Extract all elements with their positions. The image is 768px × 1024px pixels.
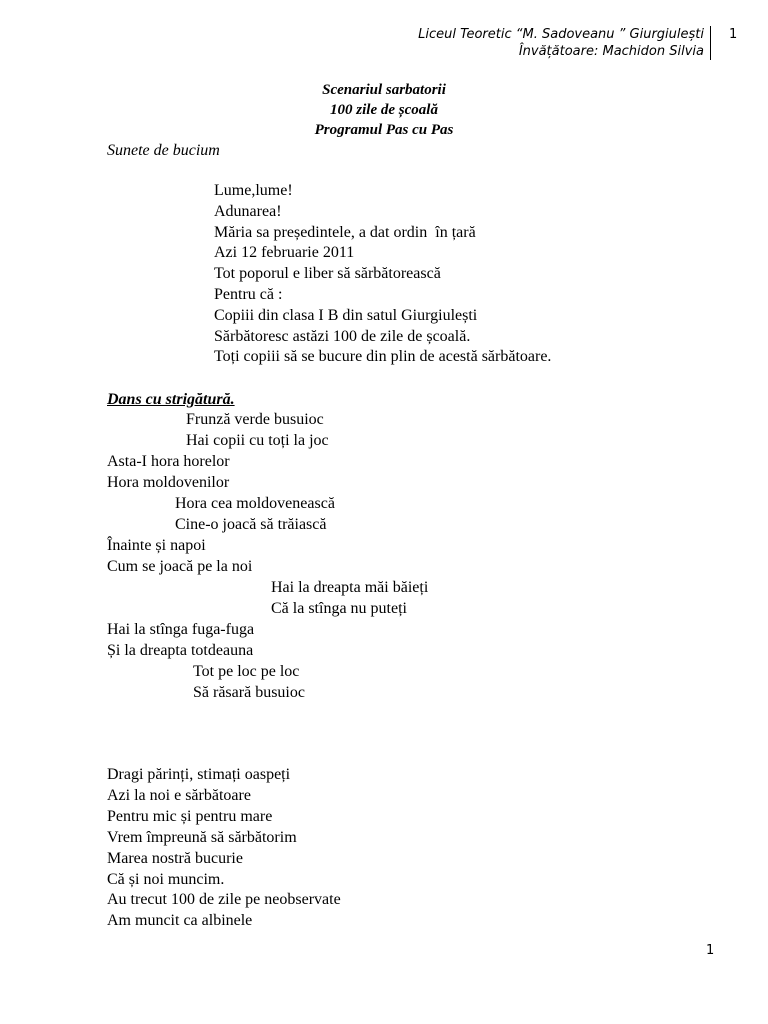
dance-line: Frunză verde busuioc bbox=[186, 411, 324, 428]
proclamation-line: Pentru că : bbox=[214, 285, 283, 303]
dance-line: Hora moldovenilor bbox=[107, 474, 230, 491]
dance-line: Asta-I hora horelor bbox=[107, 453, 230, 470]
dance-line: Și la dreapta totdeauna bbox=[107, 642, 254, 659]
dance-heading: Dans cu strigătură. bbox=[107, 391, 235, 408]
greeting-line: Dragi părinți, stimați oaspeți bbox=[107, 766, 291, 783]
greeting-line: Vrem împreună să sărbătorim bbox=[107, 828, 297, 846]
proclamation-line: Măria sa președintele, a dat ordin în țară bbox=[214, 223, 476, 241]
header-school: Liceul Teoretic “M. Sadoveanu ” Giurgiulești bbox=[418, 27, 704, 42]
stage-direction: Sunete de bucium bbox=[107, 142, 220, 159]
document-title bbox=[0, 80, 768, 140]
greeting-line: Pentru mic și pentru mare bbox=[107, 807, 273, 825]
dance-line: Că la stînga nu puteți bbox=[271, 600, 407, 617]
footer-page-number: 1 bbox=[706, 943, 715, 958]
proclamation-line: Lume,lume! bbox=[214, 182, 293, 199]
greeting-block bbox=[107, 765, 341, 932]
dance-line: Hai la stînga fuga-fuga bbox=[107, 621, 255, 638]
proclamation-line: Toți copiii să se bucure din plin de acestă sărbătoare. bbox=[214, 348, 552, 366]
page-header bbox=[418, 26, 711, 60]
proclamation-line: Copiii din clasa I B din satul Giurgiulești bbox=[214, 306, 478, 324]
title-line-1: Scenariul sarbatorii bbox=[322, 82, 446, 98]
dance-line: Cine-o joacă să trăiască bbox=[175, 516, 327, 533]
header-teacher: Învățătoare: Machidon Silvia bbox=[518, 44, 704, 59]
greeting-line: Marea nostră bucurie bbox=[107, 849, 243, 867]
greeting-line: Am muncit ca albinele bbox=[107, 912, 253, 930]
dance-line: Hai copii cu toți la joc bbox=[186, 432, 329, 449]
title-line-2: 100 zile de școală bbox=[330, 102, 438, 118]
dance-line: Tot pe loc pe loc bbox=[193, 663, 300, 680]
dance-line: Înainte și napoi bbox=[107, 537, 206, 554]
proclamation-line: Adunarea! bbox=[214, 202, 282, 220]
proclamation-line: Sărbătoresc astăzi 100 de zile de școală. bbox=[214, 327, 471, 345]
greeting-line: Au trecut 100 de zile pe neobservate bbox=[107, 891, 341, 909]
dance-line: Cum se joacă pe la noi bbox=[107, 558, 253, 575]
dance-line: Să răsară busuioc bbox=[193, 684, 305, 701]
proclamation-line: Tot poporul e liber să sărbătorească bbox=[214, 265, 441, 283]
proclamation-line: Azi 12 februarie 2011 bbox=[214, 244, 355, 262]
dance-line: Hora cea moldovenească bbox=[175, 495, 335, 512]
greeting-line: Că și noi muncim. bbox=[107, 870, 225, 888]
header-page-number: 1 bbox=[729, 27, 738, 42]
greeting-line: Azi la noi e sărbătoare bbox=[107, 786, 251, 804]
proclamation-block bbox=[214, 181, 551, 368]
title-line-3: Programul Pas cu Pas bbox=[314, 122, 454, 138]
dance-line: Hai la dreapta măi băieți bbox=[271, 579, 429, 596]
